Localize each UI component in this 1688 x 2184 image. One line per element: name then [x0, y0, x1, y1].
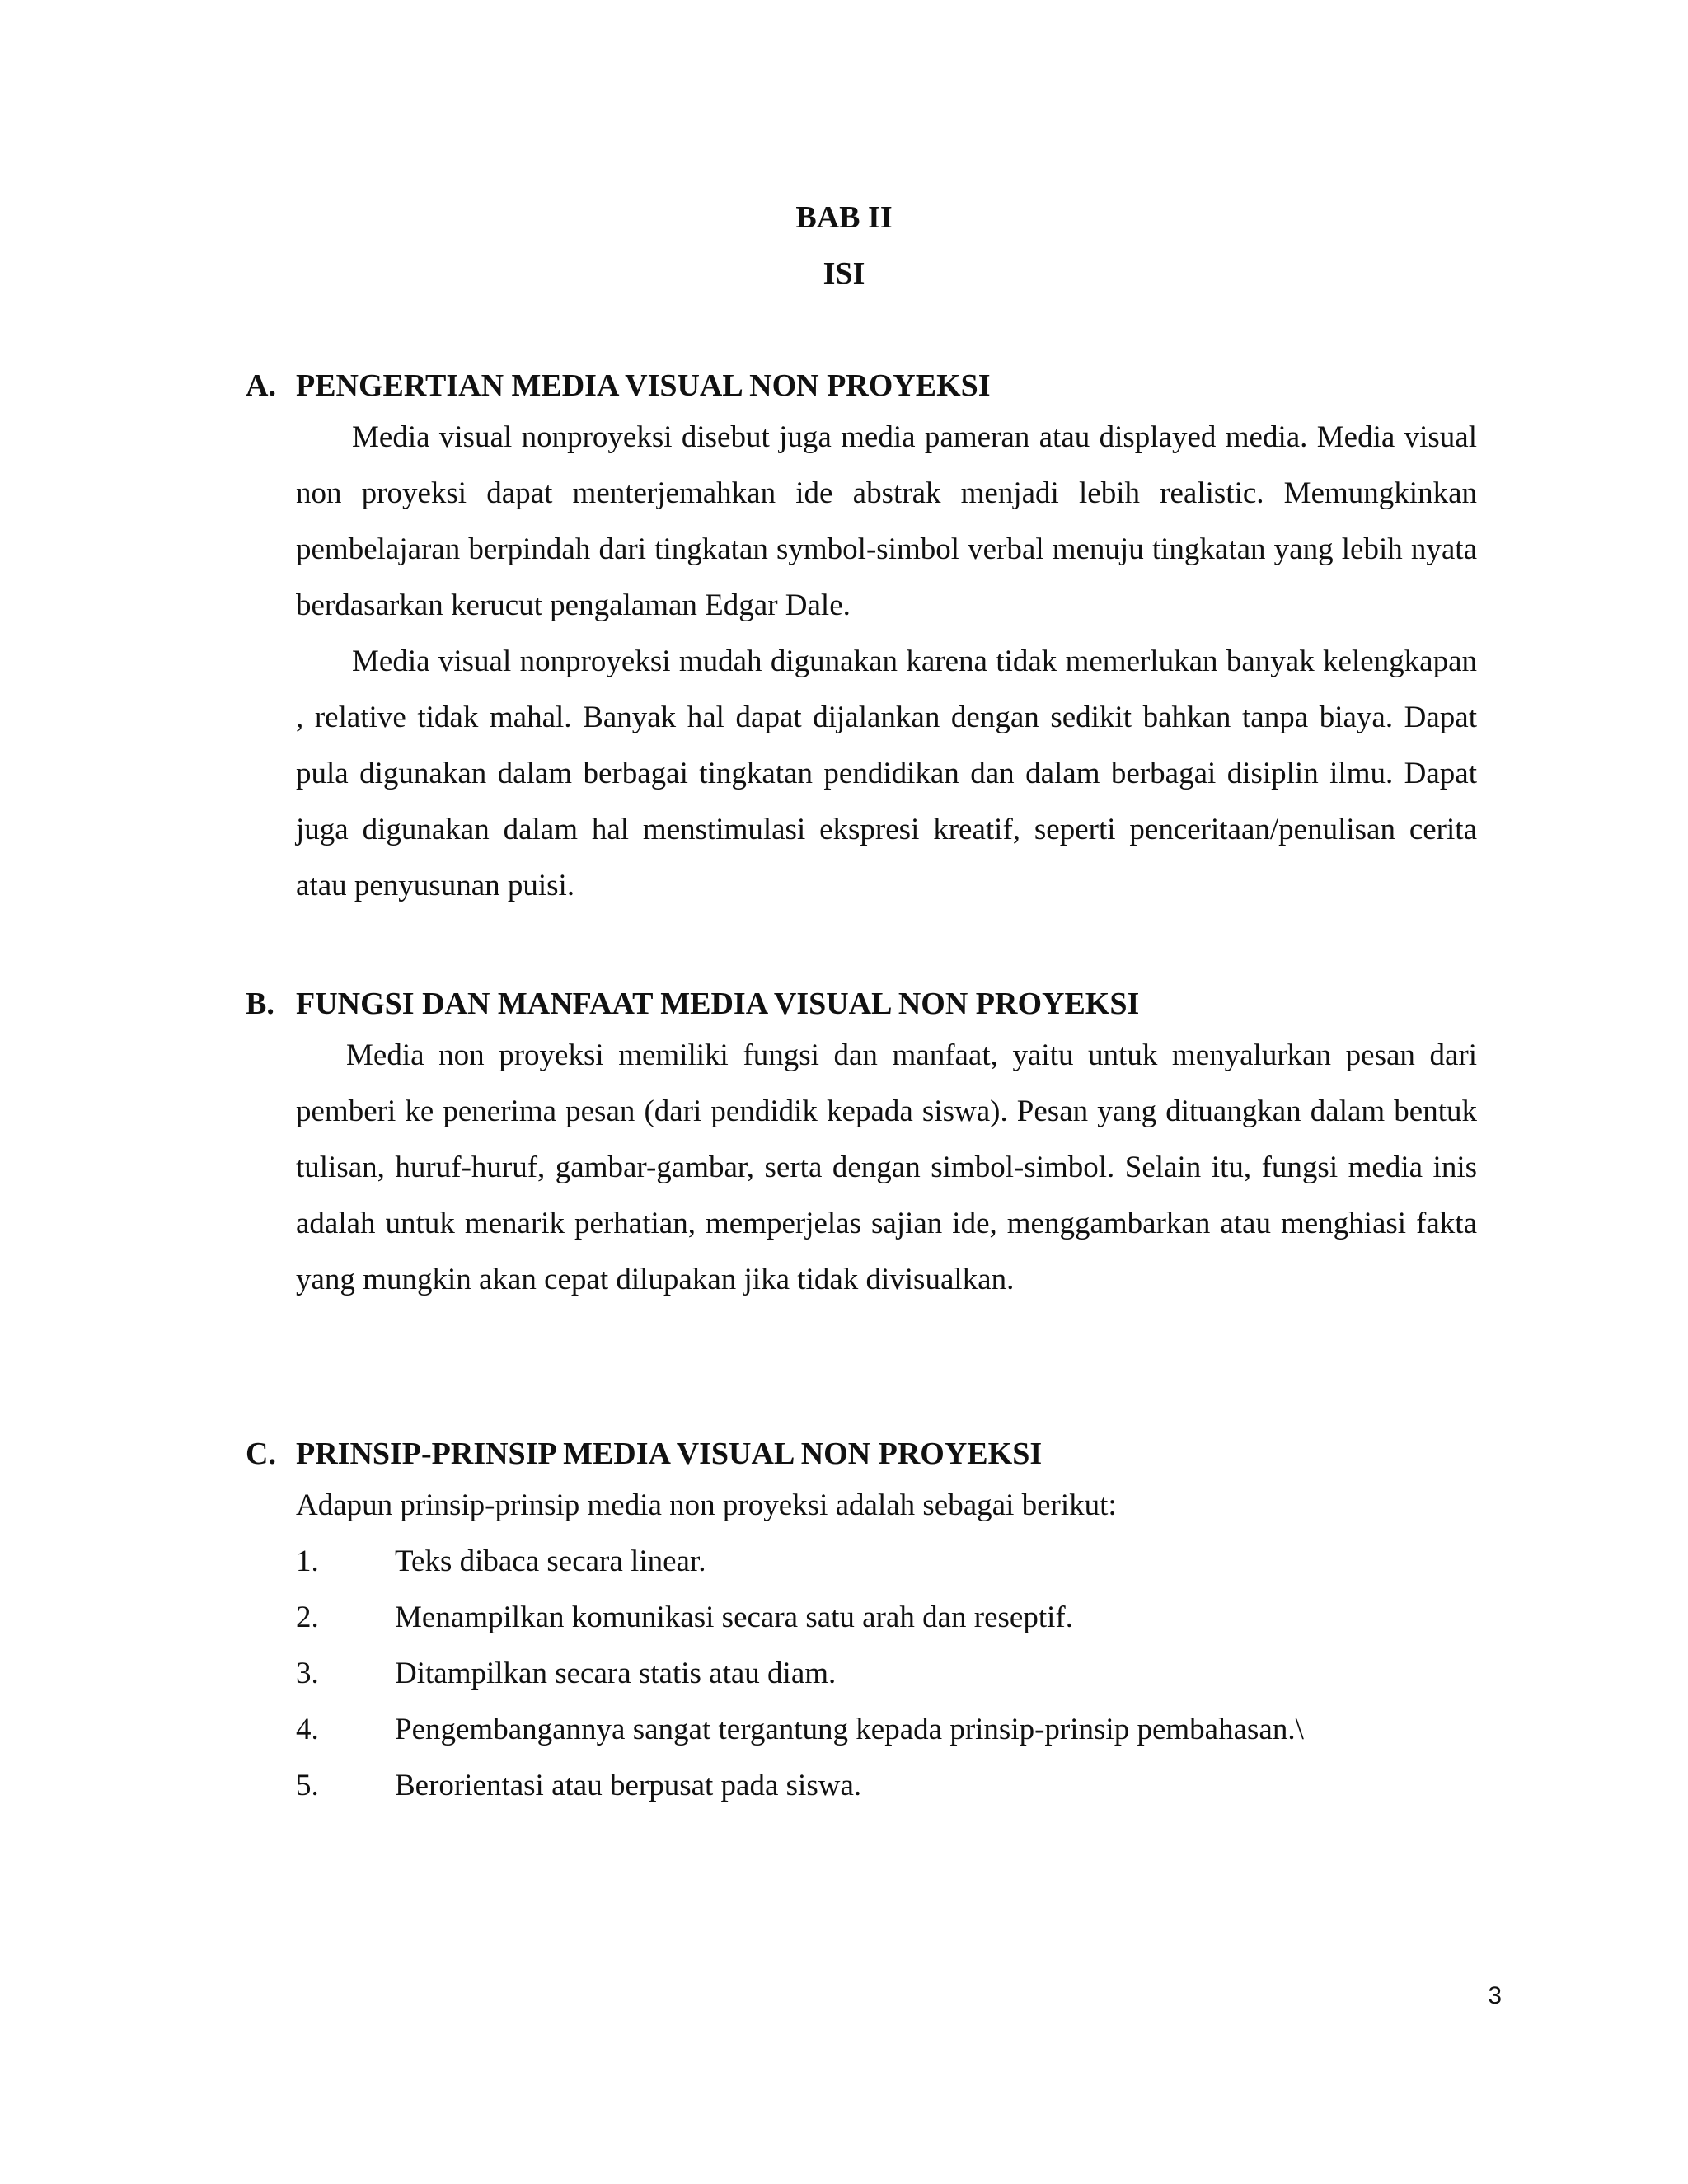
- list-number: 5.: [296, 1769, 319, 1802]
- chapter-title: ISI: [823, 256, 865, 291]
- list-text: Ditampilkan secara statis atau diam.: [395, 1657, 837, 1690]
- section-title: FUNGSI DAN MANFAAT MEDIA VISUAL NON PROYEKSI: [296, 987, 1140, 1021]
- list-intro: Adapun prinsip-prinsip media non proyeksi adalah sebagai berikut:: [296, 1488, 1117, 1522]
- paragraph: Media non proyeksi memiliki fungsi dan manfaat, yaitu untuk menyalurkan pesan dari pemberi ke penerima pesan (dari pendidik kepada siswa). Pesan yang dituangkan dalam bentuk tulisan, huruf-huruf, gambar-gambar, serta dengan simbol-simbol. Selain itu, fungsi media inis adalah untuk menarik perhatian, memperjelas sajian ide, menggambarkan atau menghiasi fakta yang mungkin akan cepat dilupakan jika tidak divisualkan.: [296, 1038, 1477, 1296]
- paragraph: Media visual nonproyeksi disebut juga media pameran atau displayed media. Media visual non proyeksi dapat menterjemahkan ide abstrak menjadi lebih realistic. Memungkinkan pembelajaran berpindah dari tingkatan symbol-simbol verbal menuju tingkatan yang lebih nyata berdasarkan kerucut pengalaman Edgar Dale.: [296, 420, 1477, 622]
- section-heading: [246, 986, 1482, 1022]
- principles-list: [296, 1534, 1477, 1814]
- list-item: [296, 1534, 1477, 1590]
- page-number: 3: [1488, 1982, 1502, 2009]
- list-item: [296, 1590, 1477, 1646]
- section-heading: [246, 368, 1482, 404]
- section-body: [296, 1028, 1477, 1308]
- section-body: [296, 1478, 1477, 1814]
- list-text: Pengembangannya sangat tergantung kepada prinsip-prinsip pembahasan.\: [395, 1713, 1304, 1746]
- list-text: Menampilkan komunikasi secara satu arah dan reseptif.: [395, 1601, 1073, 1634]
- list-number: 1.: [296, 1544, 319, 1578]
- section-heading: [246, 1436, 1482, 1472]
- section-b: [246, 986, 1482, 1308]
- list-item: [296, 1758, 1477, 1814]
- section-title: PENGERTIAN MEDIA VISUAL NON PROYEKSI: [296, 368, 991, 403]
- chapter-number: BAB II: [795, 200, 893, 235]
- list-number: 4.: [296, 1713, 319, 1746]
- list-item: [296, 1646, 1477, 1702]
- section-body: [296, 410, 1477, 914]
- list-text: Teks dibaca secara linear.: [395, 1544, 706, 1578]
- section-c: [246, 1436, 1482, 1814]
- list-text: Berorientasi atau berpusat pada siswa.: [395, 1769, 862, 1802]
- section-letter: B.: [246, 987, 274, 1021]
- paragraph: Media visual nonproyeksi mudah digunakan karena tidak memerlukan banyak kelengkapan , relative tidak mahal. Banyak hal dapat dijalankan dengan sedikit bahkan tanpa biaya. Dapat pula digunakan dalam berbagai tingkatan pendidikan dan dalam berbagai disiplin ilmu. Dapat juga digunakan dalam hal menstimulasi ekspresi kreatif, seperti penceritaan/penulisan cerita atau penyusunan puisi.: [296, 644, 1477, 902]
- section-a: [246, 368, 1482, 914]
- list-number: 3.: [296, 1657, 319, 1690]
- section-letter: C.: [246, 1436, 276, 1471]
- section-letter: A.: [246, 368, 276, 403]
- list-item: [296, 1702, 1477, 1758]
- list-number: 2.: [296, 1601, 319, 1634]
- section-title: PRINSIP-PRINSIP MEDIA VISUAL NON PROYEKSI: [296, 1436, 1043, 1471]
